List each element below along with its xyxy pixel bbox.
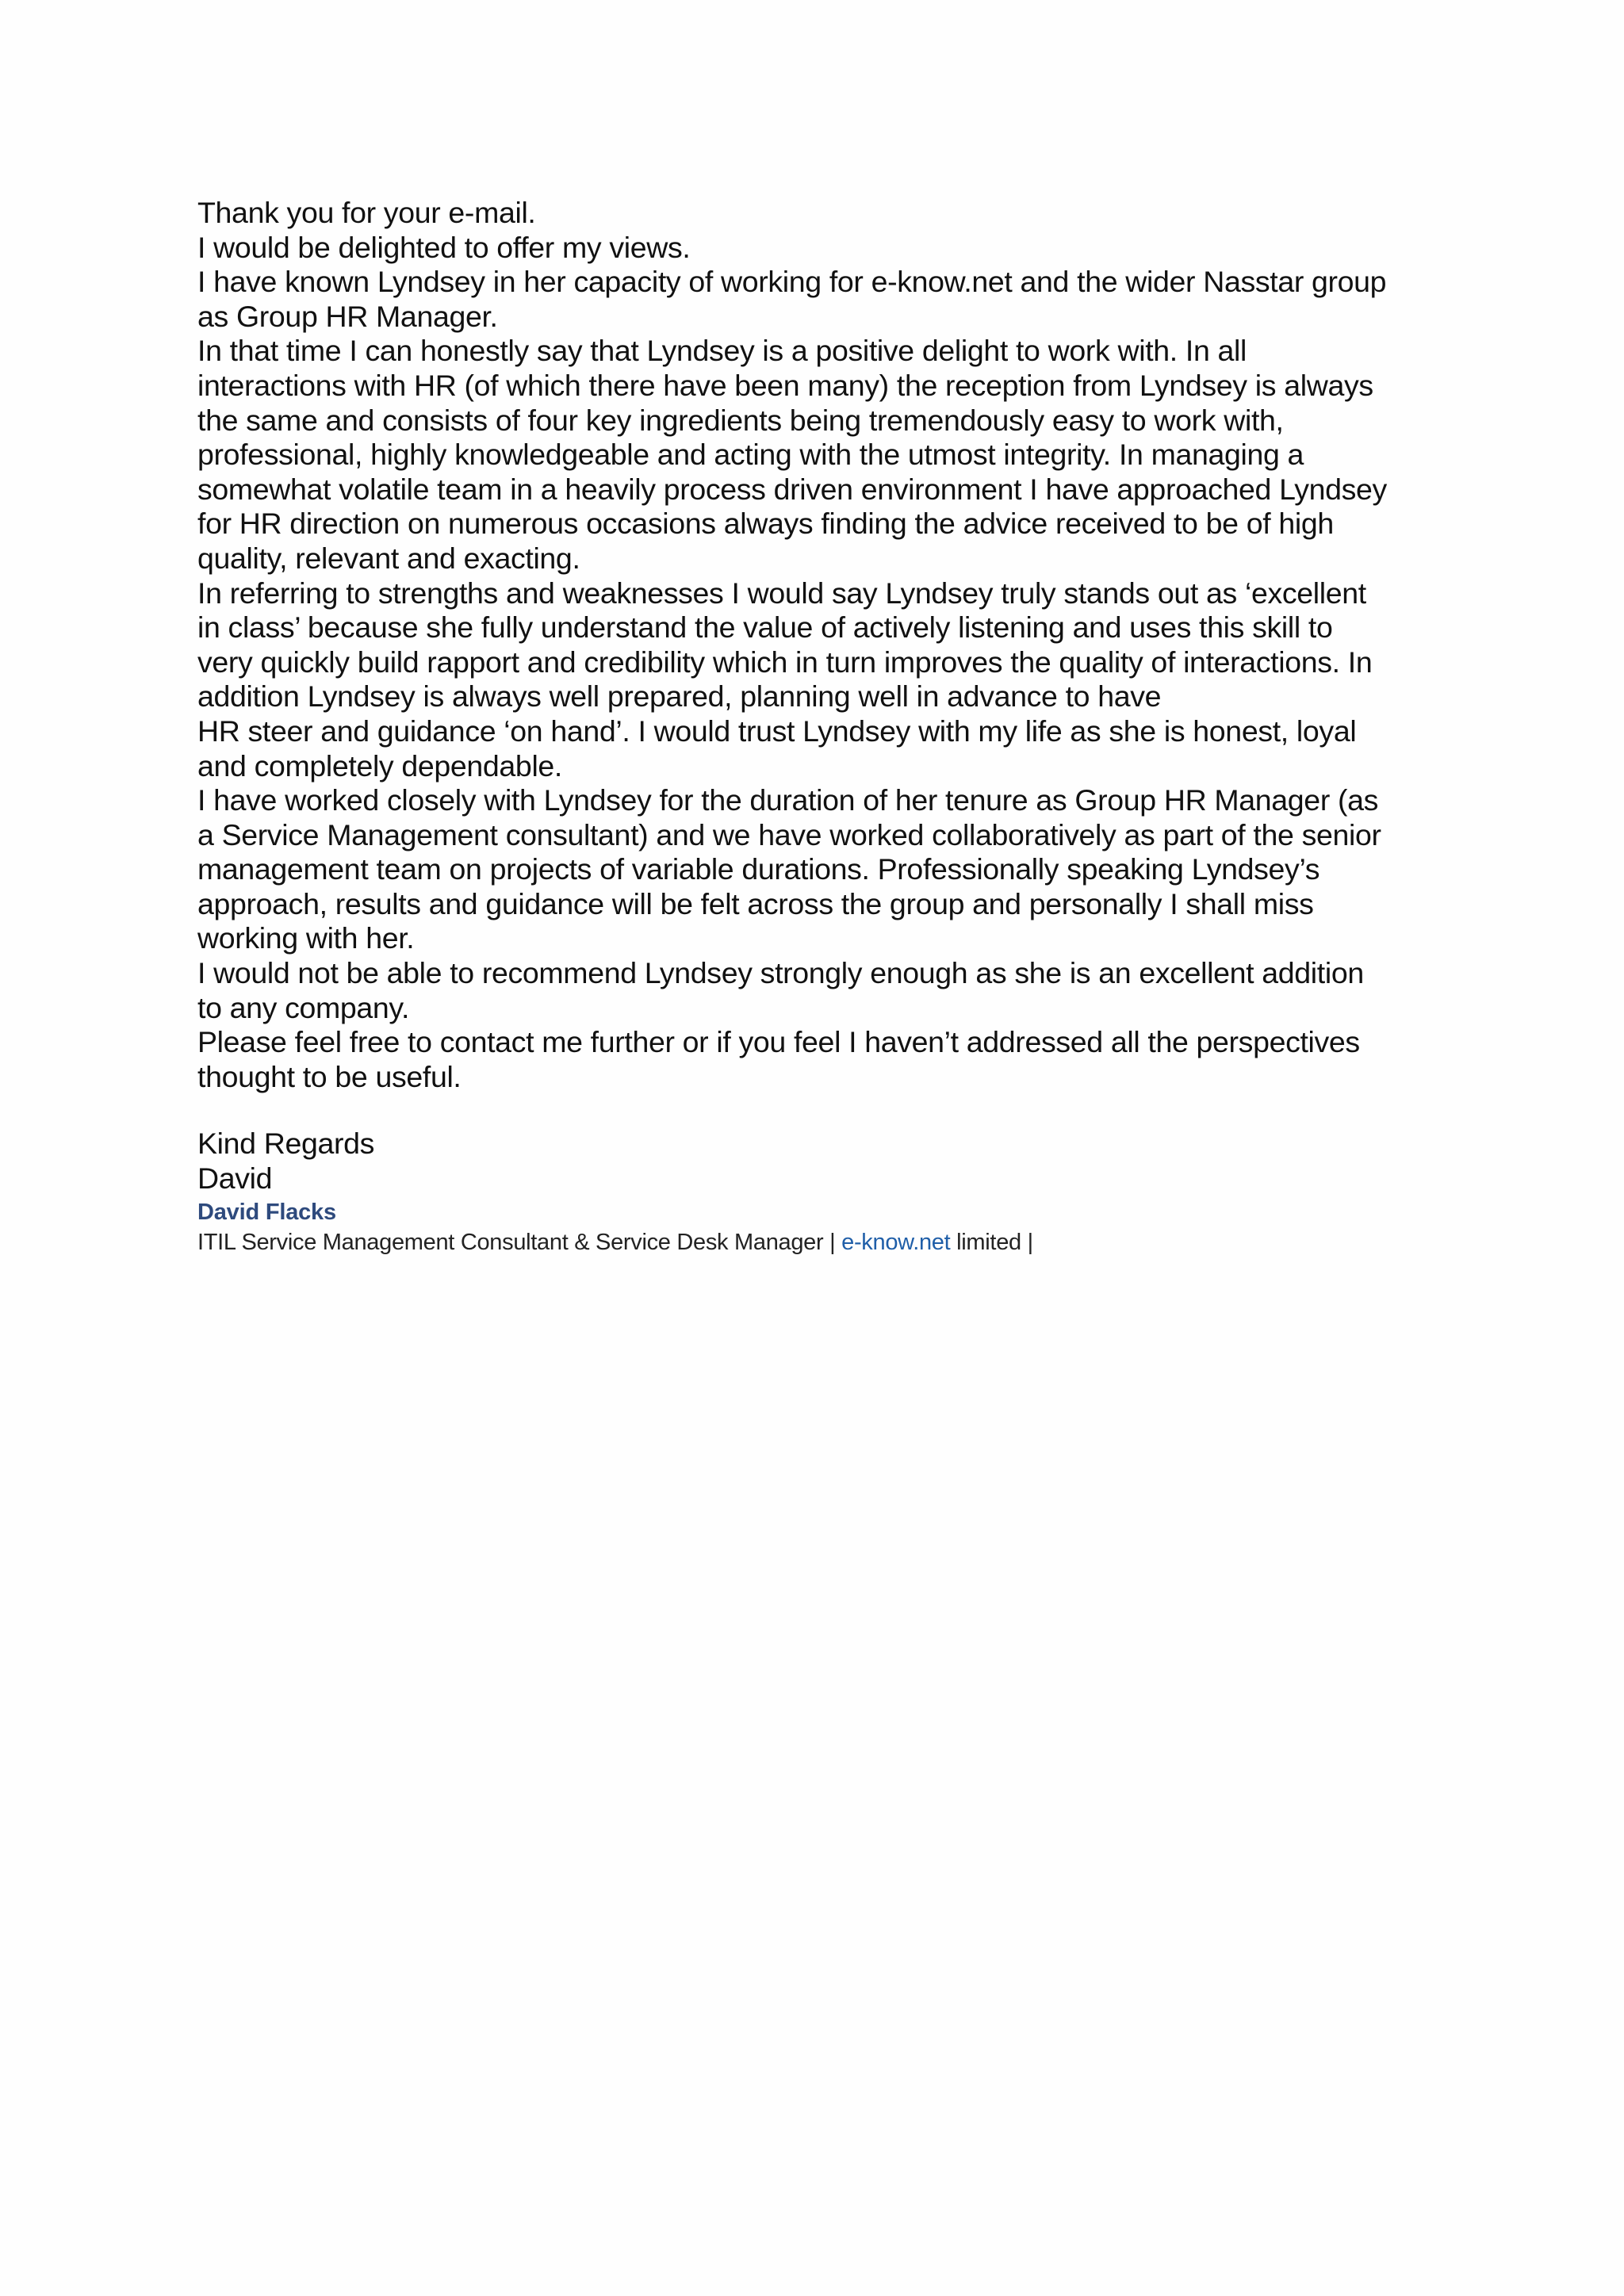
letter-line: thought to be useful.: [197, 1059, 462, 1093]
letter-line: management team on projects of variable durations. Professionally speaking Lyndsey’s: [197, 852, 1320, 886]
letter-line: quality, relevant and exacting.: [197, 541, 580, 575]
letter-line: approach, results and guidance will be felt across the group and personally I shall miss: [197, 886, 1314, 920]
sender-first-name: David: [197, 1161, 273, 1196]
letter-line: to any company.: [197, 990, 410, 1024]
letter-paragraphs: [197, 196, 1450, 1094]
letter-line: HR steer and guidance ‘on hand’. I would trust Lyndsey with my life as she is honest, loyal: [197, 714, 1357, 748]
closing-line: Kind Regards: [197, 1127, 375, 1161]
signature-name: David Flacks: [197, 1199, 336, 1225]
letter-line: working with her.: [197, 921, 415, 955]
letter-line: professional, highly knowledgeable and acting with the utmost integrity. In managing a: [197, 438, 1304, 472]
letter-line: a Service Management consultant) and we have worked collaboratively as part of the senior: [197, 817, 1381, 851]
letter-line: Please feel free to contact me further or if you feel I haven’t addressed all the perspectives: [197, 1025, 1360, 1059]
letter-line: and completely dependable.: [197, 748, 562, 783]
signature-title-text: ITIL Service Management Consultant & Service Desk Manager |: [197, 1229, 842, 1255]
letter-line: I have known Lyndsey in her capacity of working for e-know.net and the wider Nasstar group: [197, 265, 1387, 299]
blank-line: [197, 1094, 1450, 1127]
company-website-link[interactable]: e-know.net: [841, 1229, 951, 1255]
letter-line: for HR direction on numerous occasions always finding the advice received to be of high: [197, 507, 1334, 541]
letter-line: interactions with HR (of which there have been many) the reception from Lyndsey is always: [197, 368, 1373, 402]
letter-line: addition Lyndsey is always well prepared, planning well in advance to have: [197, 679, 1162, 714]
letter-line: in class’ because she fully understand the value of actively listening and uses this skill to: [197, 610, 1333, 645]
letter-line: the same and consists of four key ingredients being tremendously easy to work with,: [197, 403, 1284, 437]
letter-line: very quickly build rapport and credibility which in turn improves the quality of interactions. In: [197, 645, 1373, 679]
letter-line: as Group HR Manager.: [197, 299, 498, 333]
letter-line: I would be delighted to offer my views.: [197, 230, 691, 264]
letter-line: I would not be able to recommend Lyndsey strongly enough as she is an excellent addition: [197, 956, 1364, 990]
letter-line: somewhat volatile team in a heavily process driven environment I have approached Lyndsey: [197, 472, 1387, 506]
letter-line: In referring to strengths and weaknesses I would say Lyndsey truly stands out as ‘excellent: [197, 576, 1366, 610]
letter-line: Thank you for your e-mail.: [197, 196, 536, 229]
signature-title-suffix: limited |: [950, 1229, 1033, 1255]
letter-line: In that time I can honestly say that Lyndsey is a positive delight to work with. In all: [197, 334, 1247, 368]
signature-title-line: [197, 1226, 1450, 1258]
letter-line: I have worked closely with Lyndsey for the duration of her tenure as Group HR Manager (as: [197, 783, 1379, 817]
letter-body: [197, 196, 1450, 1258]
